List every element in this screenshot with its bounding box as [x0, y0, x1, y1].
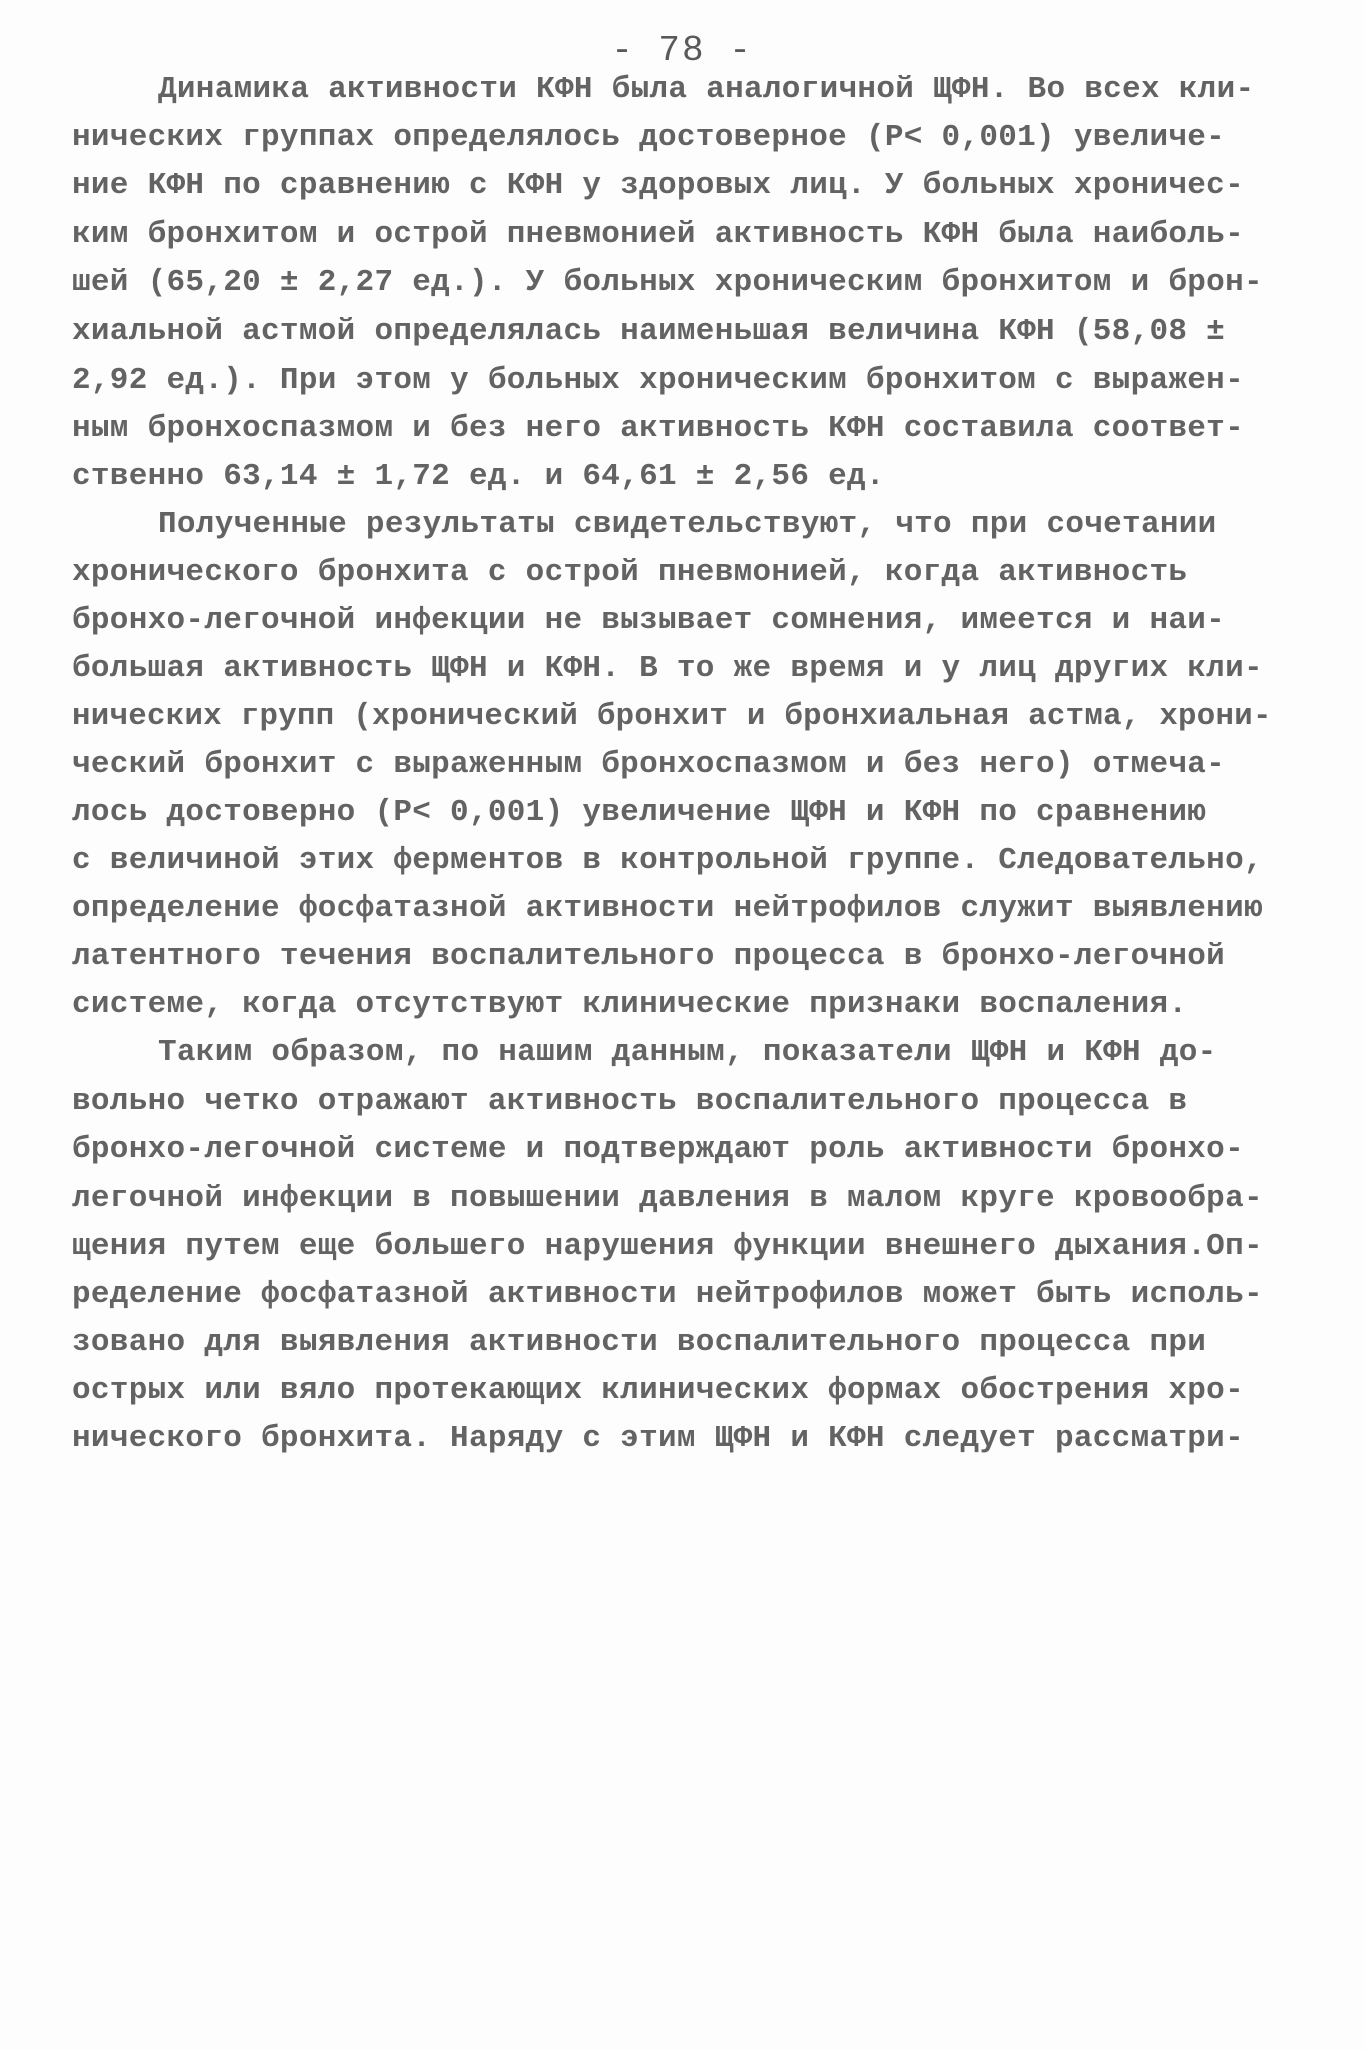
text-line: шей (65,20 ± 2,27 ед.). У больных хроническим бронхитом и брон- — [72, 265, 1263, 300]
text-line: латентного течения воспалительного процесса в бронхо-легочной — [72, 939, 1226, 974]
text-line: определение фосфатазной активности нейтрофилов служит выявлению — [72, 891, 1263, 926]
text-line: нических группах определялось достоверное (Р< 0,001) увеличе- — [72, 120, 1226, 155]
text-line: острых или вяло протекающих клинических формах обострения хро- — [72, 1373, 1244, 1408]
text-line: ким бронхитом и острой пневмонией активность КФН была наиболь- — [72, 217, 1244, 252]
text-line: ственно 63,14 ± 1,72 ед. и 64,61 ± 2,56 ед. — [72, 459, 885, 494]
text-line: большая активность ЩФН и КФН. В то же время и у лиц других кли- — [72, 651, 1263, 686]
text-line: нических групп (хронический бронхит и бронхиальная астма, хрони- — [72, 699, 1272, 734]
text-line: вольно четко отражают активность воспалительного процесса в — [72, 1084, 1188, 1119]
text-line: щения путем еще большего нарушения функции внешнего дыхания.Оп- — [72, 1229, 1263, 1264]
text-line: хронического бронхита с острой пневмонией, когда активность — [72, 555, 1188, 590]
text-line: зовано для выявления активности воспалительного процесса при — [72, 1325, 1207, 1360]
text-line: 2,92 ед.). При этом у больных хроническим бронхитом с выражен- — [72, 363, 1244, 398]
text-line: Полученные результаты свидетельствуют, что при сочетании — [158, 507, 1217, 542]
text-line: Динамика активности КФН была аналогичной ЩФН. Во всех кли- — [158, 72, 1255, 107]
text-line: с величиной этих ферментов в контрольной группе. Следовательно, — [72, 843, 1263, 878]
text-line: нического бронхита. Наряду с этим ЩФН и КФН следует рассматри- — [72, 1421, 1244, 1456]
text-line: ние КФН по сравнению с КФН у здоровых лиц. У больных хроничес- — [72, 168, 1244, 203]
text-line: бронхо-легочной системе и подтверждают роль активности бронхо- — [72, 1132, 1244, 1167]
text-line: хиальной астмой определялась наименьшая величина КФН (58,08 ± — [72, 314, 1226, 349]
text-line: бронхо-легочной инфекции не вызывает сомнения, имеется и наи- — [72, 603, 1226, 638]
page-number: - 78 - — [611, 30, 753, 71]
text-line: Таким образом, по нашим данным, показатели ЩФН и КФН до- — [158, 1035, 1217, 1070]
text-line: лось достоверно (Р< 0,001) увеличение ЩФН и КФН по сравнению — [72, 795, 1207, 830]
text-line: системе, когда отсутствуют клинические признаки воспаления. — [72, 987, 1188, 1022]
text-line: ческий бронхит с выраженным бронхоспазмом и без него) отмеча- — [72, 747, 1226, 782]
text-line: ным бронхоспазмом и без него активность КФН составила соответ- — [72, 411, 1244, 446]
text-line: легочной инфекции в повышении давления в малом круге кровообра- — [72, 1181, 1263, 1216]
text-line: ределение фосфатазной активности нейтрофилов может быть исполь- — [72, 1277, 1263, 1312]
